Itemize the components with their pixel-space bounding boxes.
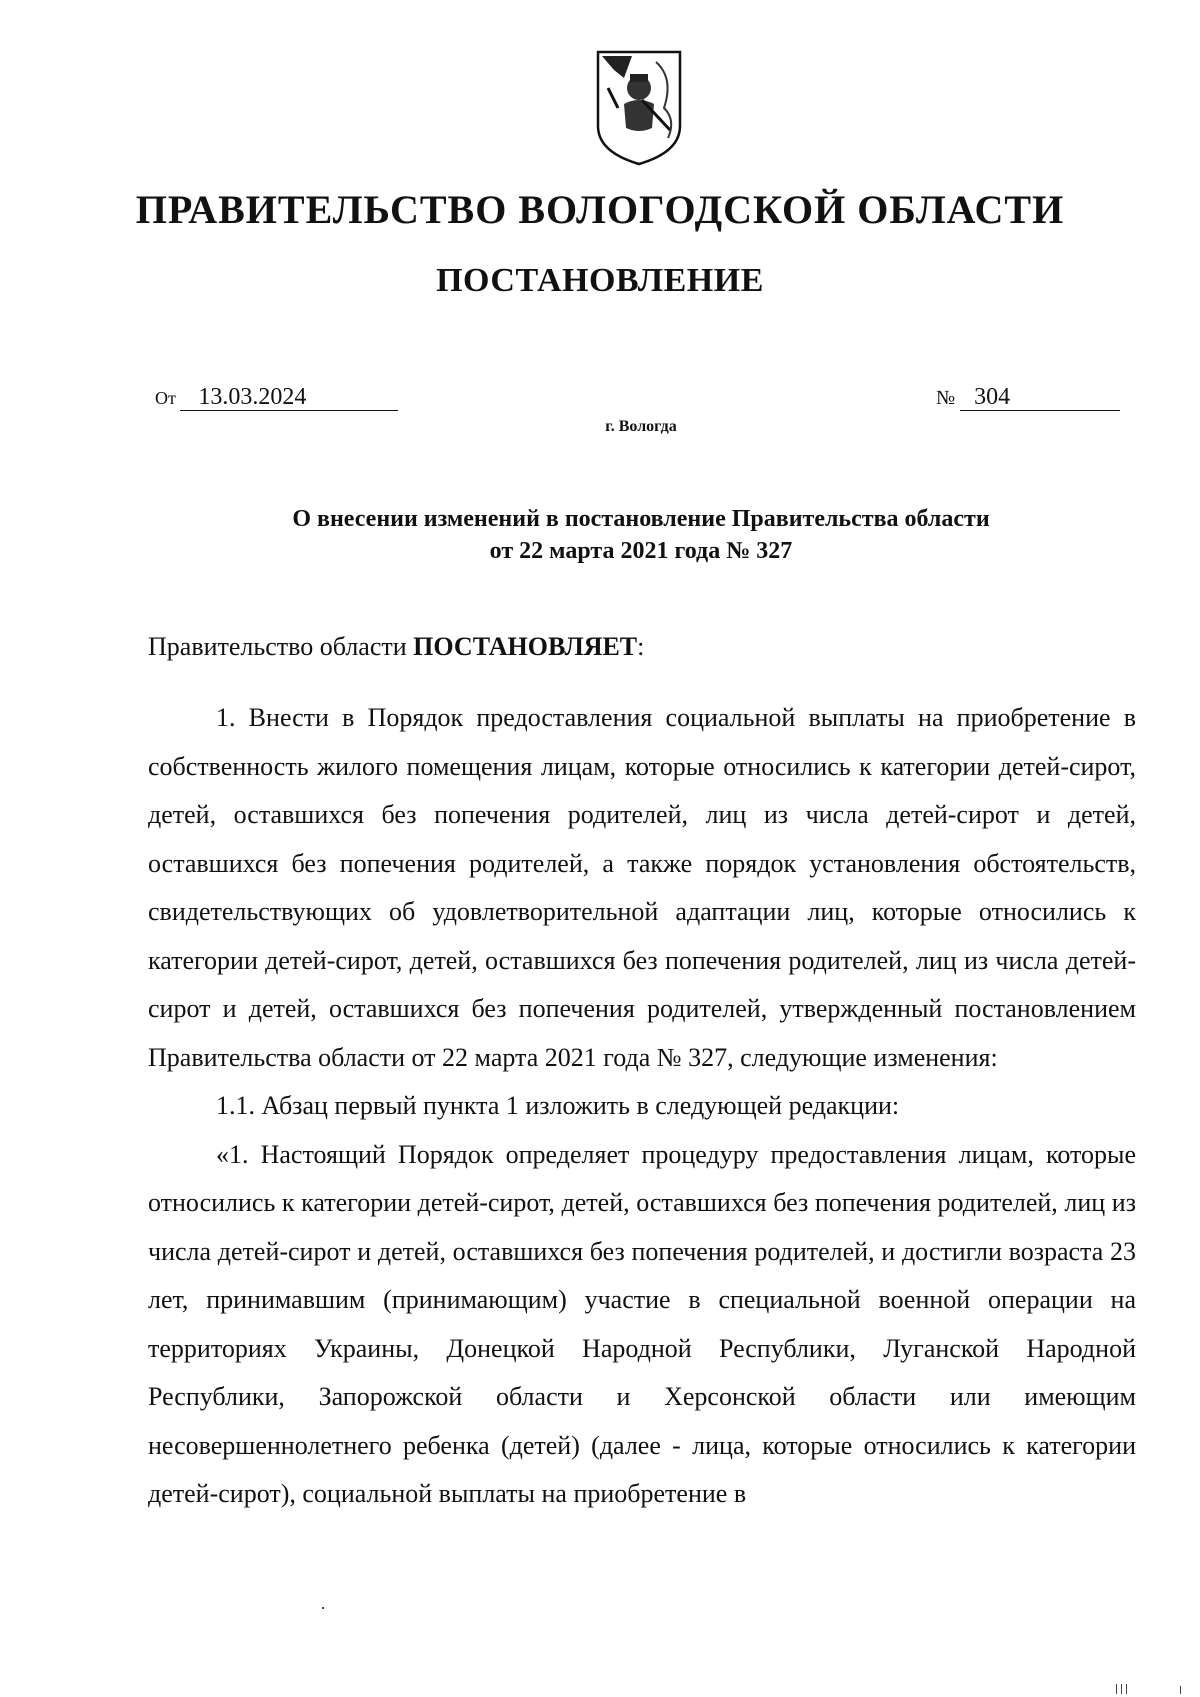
document-body: [148, 694, 1136, 1519]
subject-line-1: О внесении изменений в постановление Правительства области: [292, 506, 990, 532]
intro-text: Правительство области: [148, 632, 414, 661]
document-type: ПОСТАНОВЛЕНИЕ: [436, 262, 764, 299]
paragraph-1-1: 1.1. Абзац первый пункта 1 изложить в следующей редакции:: [216, 1091, 900, 1120]
scan-artifact: [1116, 1684, 1117, 1694]
resolution-intro: [148, 632, 644, 662]
paragraph-1: 1. Внести в Порядок предоставления социальной выплаты на приобретение в собственность жилого помещения лицам, которые относились к категории детей-сирот, детей, оставшихся без попечения родителей, лиц из числа детей-сирот и детей, оставшихся без попечения родителей, а также порядок установления обстоятельств, свидетельствующих об удовлетворительной адаптации лиц, которые относились к категории детей-сирот, детей, оставшихся без попечения родителей, лиц из числа детей-сирот и детей, оставшихся без попечения родителей, утвержденный постановлением Правительства области от 22 марта 2021 года № 327, следующие изменения:: [148, 703, 1136, 1072]
intro-colon: :: [637, 632, 645, 661]
date-prefix: От: [155, 388, 176, 408]
scan-artifact: [1126, 1684, 1127, 1694]
subject-line-2: от 22 марта 2021 года № 327: [489, 538, 793, 564]
coat-of-arms-icon: [594, 48, 684, 166]
document-subject: [0, 503, 1200, 567]
number-prefix: №: [936, 387, 956, 409]
city: г. Вологда: [605, 418, 677, 435]
document-number: 304: [960, 384, 1120, 411]
decree-word: ПОСТАНОВЛЯЕТ: [413, 632, 638, 661]
number-field: [936, 384, 1120, 411]
scan-artifact: [1121, 1684, 1122, 1694]
date-field: [155, 384, 398, 411]
scan-artifact: [1180, 1686, 1181, 1694]
scan-artifact: [322, 1607, 324, 1609]
document-date: 13.03.2024: [180, 384, 398, 411]
paragraph-quote: «1. Настоящий Порядок определяет процедуру предоставления лицам, которые относились к категории детей-сирот, детей, оставшихся без попечения родителей, лиц из числа детей-сирот и детей, оставшихся без попечения родителей, и достигли возраста 23 лет, принимавшим (принимающим) участие в специальной военной операции на территориях Украины, Донецкой Народной Республики, Луганской Народной Республики, Запорожской области и Херсонской области или имеющим несовершеннолетнего ребенка (детей) (далее - лица, которые относились к категории детей-сирот), социальной выплаты на приобретение в: [148, 1139, 1136, 1508]
organization-title: ПРАВИТЕЛЬСТВО ВОЛОГОДСКОЙ ОБЛАСТИ: [135, 187, 1065, 232]
